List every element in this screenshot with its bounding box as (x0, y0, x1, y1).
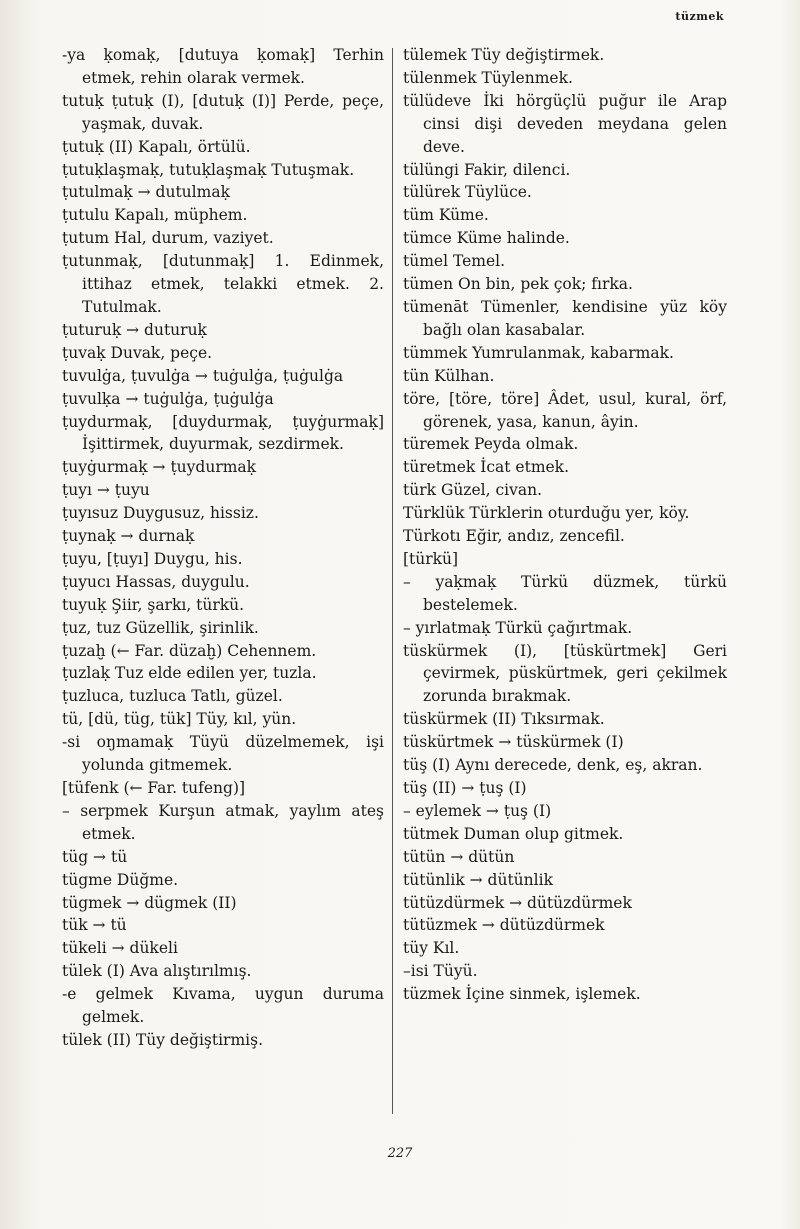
dictionary-entry: ṭuzlaḳ Tuz elde edilen yer, tuzla. (62, 664, 317, 683)
dictionary-entry: tuvulġa, ṭuvulġa → tuġulġa, ṭuġulġa (62, 366, 344, 385)
running-head: tüzmek (675, 10, 724, 23)
right-column (403, 44, 727, 1006)
dictionary-entry: tülürek Tüylüce. (403, 183, 532, 202)
dictionary-entry: tutuḳ ṭutuḳ (I), [dutuḳ (I)] Perde, peçe, yaşmak, duvak. (62, 91, 384, 133)
dictionary-entry: ṭuynaḳ → durnaḳ (62, 527, 195, 546)
dictionary-entry: tüskürmek (I), [tüskürtmek] Geri çevirmek, püskürtmek, geri çekilmek zorunda bırakmak. (403, 641, 727, 706)
dictionary-entry: tüş (II) → ṭuş (I) (403, 779, 527, 797)
dictionary-entry: tün Külhan. (403, 366, 495, 385)
dictionary-entry: ṭuz, tuz Güzellik, şirinlik. (62, 618, 259, 637)
dictionary-entry: -ya ḳomaḳ, [dutuya ḳomaḳ] Terhin etmek, rehin olarak vermek. (62, 46, 384, 87)
dictionary-entry: ṭuyı → ṭuyu (62, 481, 150, 500)
dictionary-entry: tülek (II) Tüy değiştirmiş. (62, 1030, 263, 1049)
dictionary-entry: töre, [töre, töre] Âdet, usul, kural, örf, görenek, yasa, kanun, âyin. (403, 389, 727, 431)
dictionary-entry: tügme Düğme. (62, 870, 179, 889)
dictionary-entry: ṭuydurmaḳ, [duydurmaḳ, ṭuyġurmaḳ] İşittirmek, duyurmak, sezdirmek. (62, 412, 384, 454)
page-number: 227 (387, 1146, 413, 1161)
dictionary-entry: – yırlatmaḳ Türkü çağırtmak. (403, 618, 633, 637)
dictionary-entry: ṭuyısuz Duygusuz, hissiz. (62, 504, 259, 523)
dictionary-entry: tütünlik → dütünlik (403, 870, 553, 889)
dictionary-entry: tümce Küme halinde. (403, 229, 570, 248)
dictionary-entry: tütmek Duman olup gitmek. (403, 824, 624, 843)
dictionary-entry: tüzmek İçine sinmek, işlemek. (403, 985, 641, 1004)
dictionary-entry: tügmek → dügmek (II) (62, 893, 237, 912)
dictionary-entry: ṭuturuḳ → duturuḳ (62, 320, 207, 339)
dictionary-entry: ṭutuḳlaşmaḳ, tutuḳlaşmaḳ Tutuşmak. (62, 160, 355, 179)
dictionary-entry: tümel Temel. (403, 252, 506, 271)
dictionary-entry: ṭutunmaḳ, [dutunmaḳ] 1. Edinmek, ittihaz etmek, telakki etmek. 2. Tutulmak. (62, 252, 384, 316)
dictionary-entry: tülemek Tüy değiştirmek. (403, 46, 605, 64)
dictionary-entry: ṭuzaḫ (← Far. düzaḫ) Cehennem. (62, 641, 317, 660)
dictionary-entry: tümmek Yumrulanmak, kabarmak. (403, 343, 674, 362)
column-divider (392, 48, 393, 1114)
dictionary-entry: ṭutum Hal, durum, vaziyet. (62, 229, 274, 248)
dictionary-entry: tüskürtmek → tüskürmek (I) (403, 733, 624, 752)
dictionary-entry: ṭuvulḳa → tuġulġa, ṭuġulġa (62, 389, 274, 408)
dictionary-entry: tüy Kıl. (403, 939, 460, 958)
dictionary-entry: ṭuzluca, tuzluca Tatlı, güzel. (62, 687, 283, 706)
dictionary-entry: ṭuvaḳ Duvak, peçe. (62, 343, 213, 362)
dictionary-entry: tükeli → dükeli (62, 939, 178, 958)
dictionary-entry: – eylemek → ṭuş (I) (403, 801, 552, 820)
dictionary-entry: türk Güzel, civan. (403, 481, 543, 500)
dictionary-entry: tüg → tü (62, 847, 128, 866)
dictionary-entry: tuyuḳ Şiir, şarkı, türkü. (62, 595, 245, 614)
dictionary-entry: -e gelmek Kıvama, uygun duruma gelmek. (62, 985, 384, 1027)
dictionary-entry: tütüzdürmek → dütüzdürmek (403, 893, 632, 912)
dictionary-entry: tüm Küme. (403, 206, 489, 225)
dictionary-entry: Türklük Türklerin oturduğu yer, köy. (403, 504, 690, 523)
dictionary-entry: tülüdeve İki hörgüçlü puğur ile Arap cinsi dişi deveden meydana gelen deve. (403, 91, 727, 156)
dictionary-entry: ṭuyucı Hassas, duygulu. (62, 572, 250, 591)
dictionary-entry: tülenmek Tüylenmek. (403, 68, 573, 87)
dictionary-entry: [türkü] (403, 549, 459, 568)
dictionary-entry: tütün → dütün (403, 847, 515, 866)
dictionary-entry: Türkotı Eğir, andız, zencefil. (403, 527, 625, 546)
dictionary-entry: tümen On bin, pek çok; fırka. (403, 275, 633, 294)
dictionary-entry: – serpmek Kurşun atmak, yaylım ateş etmek. (62, 801, 384, 843)
dictionary-entry: tük → tü (62, 916, 127, 935)
dictionary-entry: tü, [dü, tüg, tük] Tüy, kıl, yün. (62, 710, 297, 729)
dictionary-entry: tütüzmek → dütüzdürmek (403, 916, 605, 935)
dictionary-entry: tümenāt Tümenler, kendisine yüz köy bağlı olan kasabalar. (403, 297, 727, 339)
dictionary-entry: [tüfenk (← Far. tufeng)] (62, 779, 246, 797)
dictionary-entry: ṭutulu Kapalı, müphem. (62, 206, 248, 225)
dictionary-entry: tülüngi Fakir, dilenci. (403, 160, 571, 179)
dictionary-entry: – yaḳmaḳ Türkü düzmek, türkü bestelemek. (403, 572, 727, 614)
dictionary-entry: türetmek İcat etmek. (403, 458, 570, 477)
dictionary-entry: tüş (I) Aynı derecede, denk, eş, akran. (403, 756, 703, 775)
dictionary-entry: ṭuyu, [ṭuyı] Duygu, his. (62, 549, 243, 568)
dictionary-entry: ṭuyġurmaḳ → ṭuydurmaḳ (62, 458, 257, 477)
dictionary-entry: tüskürmek (II) Tıksırmak. (403, 710, 605, 729)
dictionary-entry: -si oŋmamaḳ Tüyü düzelmemek, işi yolunda gitmemek. (62, 733, 384, 775)
dictionary-entry: türemek Peyda olmak. (403, 435, 579, 454)
dictionary-entry: tülek (I) Ava alıştırılmış. (62, 962, 252, 981)
dictionary-entry: ṭutulmaḳ → dutulmaḳ (62, 183, 230, 202)
dictionary-entry: ṭutuḳ (II) Kapalı, örtülü. (62, 137, 251, 156)
left-column (62, 44, 384, 1052)
dictionary-entry: –isi Tüyü. (403, 962, 478, 981)
